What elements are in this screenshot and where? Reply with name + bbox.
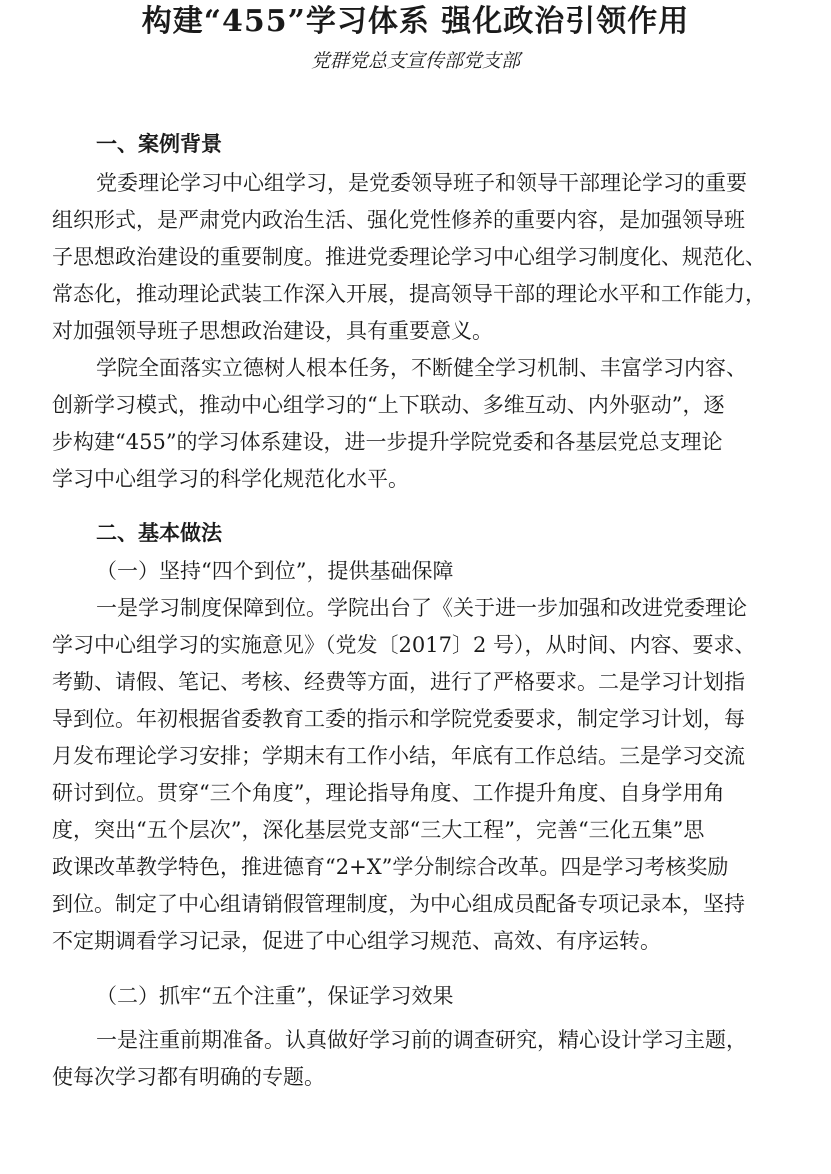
paragraph-line: 一是学习制度保障到位。学院出台了《关于进一步加强和改进党委理论	[96, 596, 747, 620]
paragraph-line: 月发布理论学习安排；学期末有工作小结，年底有工作总结。三是学习交流	[52, 744, 745, 768]
paragraph-line: 常态化，推动理论武装工作深入开展，提高领导干部的理论水平和工作能力，	[52, 282, 766, 306]
paragraph-line: 创新学习模式，推动中心组学习的“上下联动、多维互动、内外驱动”，逐	[52, 393, 725, 417]
paragraph-line: 党委理论学习中心组学习，是党委领导班子和领导干部理论学习的重要	[96, 171, 747, 195]
paragraph-line: 考勤、请假、笔记、考核、经费等方面，进行了严格要求。二是学习计划指	[52, 670, 745, 694]
paragraph-line: 步构建“455”的学习体系建设，进一步提升学院党委和各基层党总支理论	[52, 430, 723, 454]
paragraph-line: 学习中心组学习的实施意见》（党发〔2017〕2 号），从时间、内容、要求、	[52, 633, 756, 657]
paragraph-line: 导到位。年初根据省委教育工委的指示和学院党委要求，制定学习计划，每	[52, 707, 745, 731]
paragraph-line: 子思想政治建设的重要制度。推进党委理论学习中心组学习制度化、规范化、	[52, 245, 766, 269]
paragraph-line: 使每次学习都有明确的专题。	[52, 1065, 325, 1089]
paragraph-line: 学院全面落实立德树人根本任务，不断健全学习机制、丰富学习内容、	[96, 356, 747, 380]
section-heading-background: 一、案例背景	[96, 132, 222, 156]
paragraph-line: 政课改革教学特色，推进德育“2+X”学分制综合改革。四是学习考核奖励	[52, 855, 729, 879]
subsection-heading-four: （一）坚持“四个到位”，提供基础保障	[96, 559, 454, 583]
paragraph-line: 组织形式，是严肃党内政治生活、强化党性修养的重要内容，是加强领导班	[52, 208, 745, 232]
paragraph-line: 不定期调看学习记录，促进了中心组学习规范、高效、有序运转。	[52, 929, 661, 953]
section-heading-methods: 二、基本做法	[96, 521, 222, 545]
paragraph-line: 对加强领导班子思想政治建设，具有重要意义。	[52, 319, 493, 343]
paragraph-line: 研讨到位。贯穿“三个角度”，理论指导角度、工作提升角度、自身学用角	[52, 781, 725, 805]
paragraph-line: 到位。制定了中心组请销假管理制度，为中心组成员配备专项记录本，坚持	[52, 892, 745, 916]
subsection-heading-five: （二）抓牢“五个注重”，保证学习效果	[96, 984, 454, 1008]
paragraph-line: 学习中心组学习的科学化规范化水平。	[52, 467, 409, 491]
paragraph-line: 度，突出“五个层次”，深化基层党支部“三大工程”，完善“三化五集”思	[52, 818, 705, 842]
document-subtitle: 党群党总支宣传部党支部	[310, 50, 520, 72]
document-title: 构建“455”学习体系 强化政治引领作用	[141, 4, 690, 39]
paragraph-line: 一是注重前期准备。认真做好学习前的调查研究，精心设计学习主题，	[96, 1028, 747, 1052]
